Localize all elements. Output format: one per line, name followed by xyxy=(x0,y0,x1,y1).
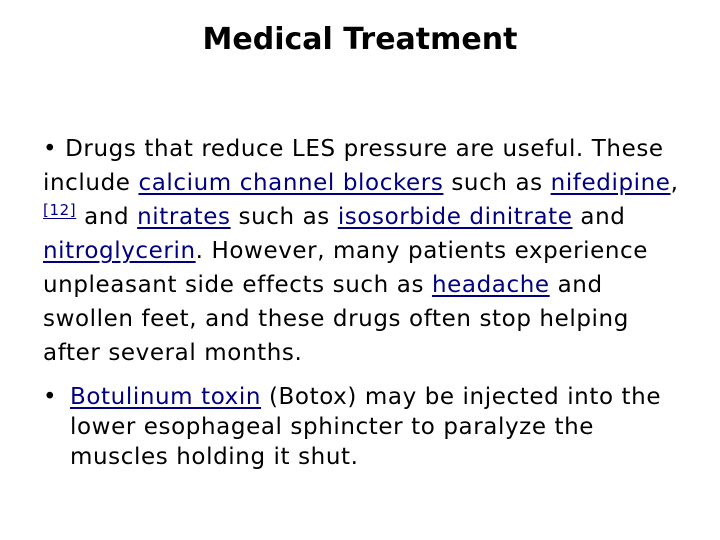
link-calcium-channel-blockers[interactable]: calcium channel blockers xyxy=(138,170,444,196)
text-run: and swollen feet, and these drugs often stop helping after several months. xyxy=(43,272,629,366)
bullet-marker: • xyxy=(43,136,58,162)
link-nitroglycerin[interactable]: nitroglycerin xyxy=(43,238,196,264)
text-run: such as xyxy=(230,204,338,230)
link-headache[interactable]: headache xyxy=(431,272,550,298)
link-isosorbide-dinitrate[interactable]: isosorbide dinitrate xyxy=(337,204,573,230)
link-botulinum-toxin[interactable]: Botulinum toxin xyxy=(70,384,262,410)
bullet-marker: • xyxy=(43,384,58,410)
text-run: and xyxy=(572,204,626,230)
link-nitrates[interactable]: nitrates xyxy=(137,204,231,230)
text-run: (Botox) may be injected into the lower esophageal sphincter to paralyze the muscles holding it shut. xyxy=(70,384,662,470)
text-run: Drugs that reduce LES pressure are useful. These include xyxy=(43,136,664,196)
text-run: such as xyxy=(443,170,551,196)
text-run: and xyxy=(76,204,138,230)
slide-title: Medical Treatment xyxy=(202,22,518,57)
bullet-paragraph-botox xyxy=(43,382,688,472)
citation-link[interactable]: [12] xyxy=(43,201,77,219)
text-run: . However, many patients experience unpleasant side effects such as xyxy=(43,238,649,298)
link-nifedipine[interactable]: nifedipine xyxy=(550,170,671,196)
slide-content xyxy=(43,132,688,472)
bullet-paragraph-drugs xyxy=(43,132,688,370)
text-run: , xyxy=(670,170,679,196)
